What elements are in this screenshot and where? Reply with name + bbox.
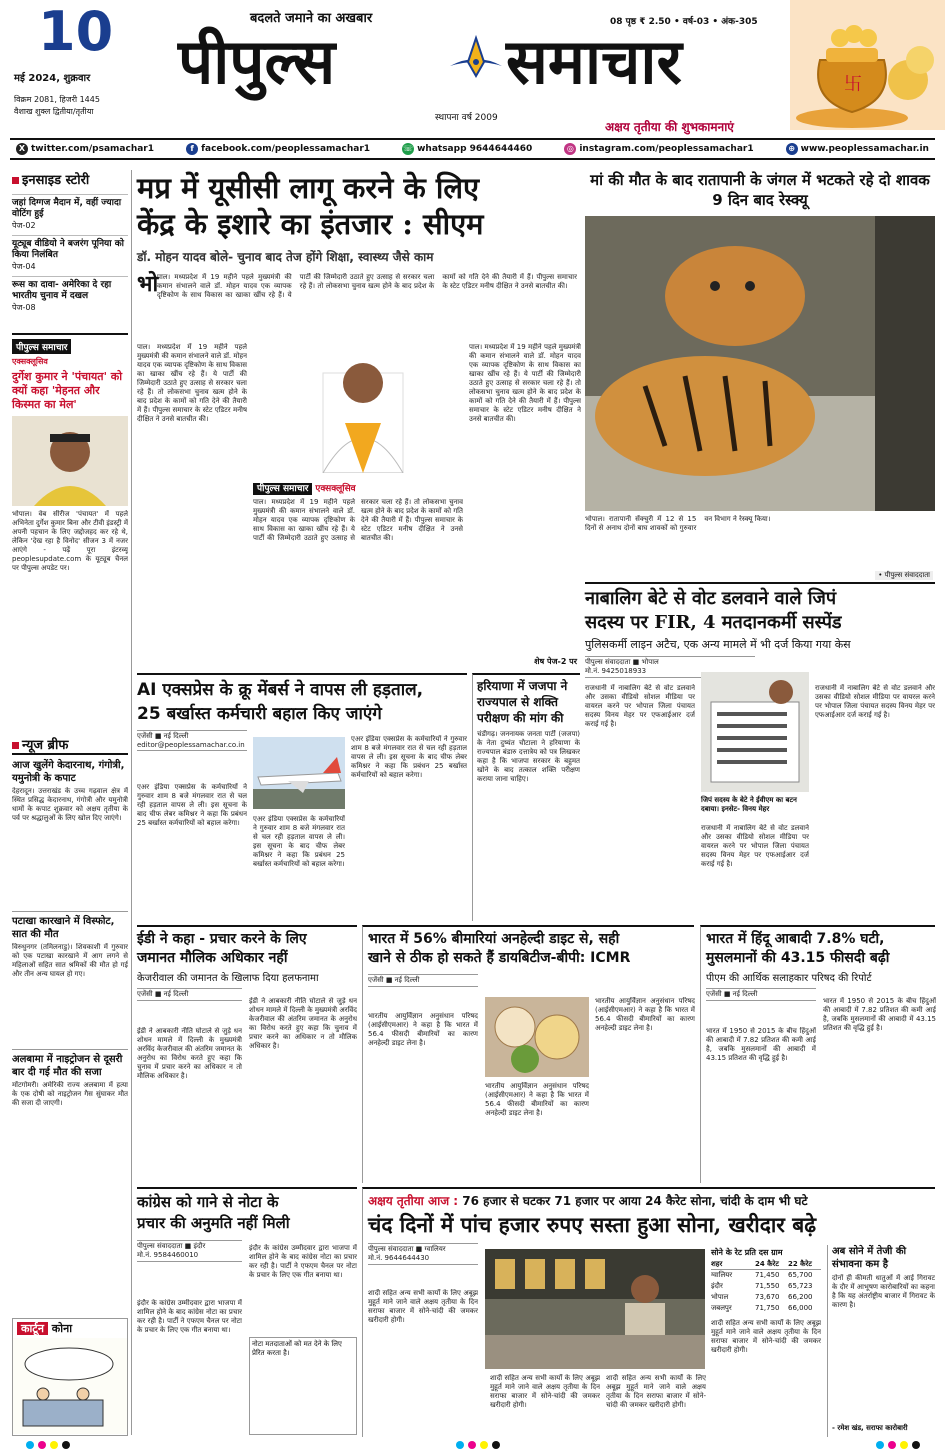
- lead-qa-1: पाल। मध्यप्रदेश में 19 महीने पहले मुख्यमंत्री की कमान संभालने वाले डॉ. मोहन यादव एक व्यापक दृष्टिकोण के साथ विकास का खाका खींच रहे हैं। ये पार्टी की जिम्मेदारी उठाते हुए उत्साह से सरकार चला रहे हैं। तो लोकसभा चुनाव खत्म होने के बाद प्रदेश के कामों को गति देने की तैयारी में हैं। पीपुल्स समाचार के स्टेट एडिटर मनीष दीक्षित ने उनसे बातचीत की।: [137, 343, 247, 423]
- news-brief: [12, 735, 128, 1315]
- twitter-link[interactable]: [16, 143, 154, 155]
- congress-headline-2: प्रचार की अनुमति नहीं मिली: [137, 1214, 290, 1232]
- instagram-icon: ◎: [564, 143, 576, 155]
- lead-subhead: डॉ. मोहन यादव बोले- चुनाव बाद तेज होंगे शिक्षा, स्वास्थ्य जैसे काम: [137, 250, 434, 264]
- drop-cap: भो: [137, 272, 159, 297]
- evm-headline-1: नाबालिग बेटे से वोट डलवाने वाले जिपं: [585, 588, 837, 609]
- square-icon: [12, 742, 19, 749]
- ai-body: एअर इंडिया एक्सप्रेस के कर्मचारियों ने गुरुवार शाम 8 बजे मंगलवार रात से चल रही हड़ताल वापस ले ली। इस सूचना के बाद चीफ लेबर कमिश्नर ने कहा कि प्रबंधन 25 बर्खास्त कर्मचारियों को बहाल करेगा।: [137, 783, 247, 827]
- inside-item-text: रूस का दावा- अमेरिका दे रहा भारतीय चुनाव में दखल: [12, 280, 112, 301]
- whatsapp-icon: ☏: [403, 144, 414, 153]
- x-icon: X: [16, 143, 28, 155]
- rates-row: [711, 1303, 821, 1314]
- whatsapp-text: whatsapp 9644644460: [417, 144, 533, 154]
- rates-header-22: 22 कैरेट: [788, 1260, 812, 1268]
- congress-body: इंदौर के कांग्रेस उम्मीदवार द्वारा भाजपा में शामिल होने के बाद कांग्रेस नोटा का प्रचार कर रही है। पार्टी ने एफएम चैनल पर नोटा के प्रचार के लिए एक गीत बनाया था।: [137, 1299, 242, 1334]
- svg-text:卐: 卐: [844, 74, 862, 95]
- rates-row: [711, 1292, 821, 1303]
- rally-body: दोनों ही कीमती धातुओं में आई गिरावट के दौर में आभूषण कारोबारियों का कहना है कि यह अंतर्राष्ट्रीय बाजार में गिरावट के कारण है।: [832, 1274, 935, 1309]
- evm-story: [585, 582, 935, 922]
- ai-headline-1: AI एक्सप्रेस के क्रू मेंबर्स ने वापस ली हड़ताल,: [137, 680, 424, 700]
- hindu-body: भारत में 1950 से 2015 के बीच हिंदुओं की आबादी में 7.82 प्रतिशत की कमी आई है, जबकि मुसलमानों की आबादी में 43.15 प्रतिशत की वृद्धि हुई है।: [706, 1027, 816, 1062]
- exclusive-tag: एक्सक्लूसिव: [12, 357, 48, 366]
- icmr-byline: एजेंसी ■ नई दिल्ली: [368, 974, 478, 987]
- hindu-story: [700, 925, 935, 1183]
- inside-item-text: यूट्यूब वीडियो ने बजरंग पूनिया को किया निलंबित: [12, 239, 124, 260]
- ed-byline: एजेंसी ■ नई दिल्ली: [137, 988, 242, 1001]
- lead-photo-block: [253, 343, 463, 638]
- gold-byline: [368, 1243, 478, 1265]
- gold-headline-top-text: 76 हजार से घटकर 71 हजार पर आया 24 कैरेट सोना, चांदी के दाम भी घटे: [462, 1194, 808, 1208]
- ai-body-3: एअर इंडिया एक्सप्रेस के कर्मचारियों ने गुरुवार शाम 8 बजे मंगलवार रात से चल रही हड़ताल वापस ले ली। इस सूचना के बाद चीफ लेबर कमिश्नर ने कहा कि प्रबंधन 25 बर्खास्त कर्मचारियों को बहाल करेगा।: [351, 735, 467, 779]
- hindu-subhead: पीएम की आर्थिक सलाहकार परिषद की रिपोर्ट: [706, 973, 872, 984]
- tiger-credit: • पीपुल्स संवाददाता: [875, 571, 933, 580]
- tagline: बदलते जमाने का अखबार: [250, 11, 373, 26]
- rates-title: सोने के रेट प्रति दस ग्राम: [711, 1248, 783, 1257]
- facebook-icon: f: [186, 143, 198, 155]
- inside-title-text: इनसाइड स्टोरी: [22, 173, 90, 188]
- tithi: वैशाख शुक्ल द्वितीया/तृतीया: [14, 107, 94, 116]
- portrait-photo: [12, 416, 128, 506]
- lead-body: पाल। मध्यप्रदेश में 19 महीने पहले मुख्यमंत्री की कमान संभालने वाले डॉ. मोहन यादव एक व्यापक दृष्टिकोण के साथ विकास का खाका खींच रहे हैं। ये पार्टी की जिम्मेदारी उठाते हुए उत्साह से सरकार चला रहे हैं। तो लोकसभा चुनाव खत्म होने के बाद प्रदेश के कामों को गति देने की तैयारी में हैं। पीपुल्स समाचार के स्टेट एडिटर मनीष दीक्षित ने उनसे बातचीत की।: [157, 273, 577, 299]
- ai-headline-2: 25 बर्खास्त कर्मचारी बहाल किए जाएंगे: [137, 704, 382, 724]
- plane-photo: [253, 737, 345, 809]
- cartoon-box: [12, 1318, 128, 1436]
- icmr-body-3: भारतीय आयुर्विज्ञान अनुसंधान परिषद (आईसीएमआर) ने कहा है कि भारत में 56.4 फीसदी बीमारियों का कारण अनहेल्दी डाइट लेना है।: [595, 997, 695, 1032]
- brief-title-text: न्यूज ब्रीफ: [22, 738, 69, 753]
- hindu-byline: एजेंसी ■ नई दिल्ली: [706, 988, 816, 1001]
- congress-body-2: इंदौर के कांग्रेस उम्मीदवार द्वारा भाजपा में शामिल होने के बाद कांग्रेस नोटा का प्रचार कर रही है। पार्टी ने एफएम चैनल पर नोटा के प्रचार के लिए एक गीत बनाया था।: [249, 1244, 357, 1279]
- cartoon-drawing: [13, 1338, 127, 1434]
- evm-body: राजधानी में नाबालिग बेटे से वोट डलवाने और उसका वीडियो सोशल मीडिया पर वायरल करने पर भोपाल जिला पंचायत सदस्य विनय मेहर पर एफआईआर दर्ज कराई गई है।: [585, 684, 695, 728]
- brief-body: विरुधुनगर (तमिलनाडु)। शिवकाशी में गुरुवार को एक पटाखा कारखाने में आग लगने से महिलाओं सहित सात श्रमिकों की मौत हो गई और तीन अन्य घायल हो गए।: [12, 943, 128, 978]
- founded: स्थापना वर्ष 2009: [435, 113, 498, 123]
- masthead-logo: [178, 22, 768, 104]
- brief-title: [12, 735, 128, 755]
- evm-body-3: राजधानी में नाबालिग बेटे से वोट डलवाने और उसका वीडियो सोशल मीडिया पर वायरल करने पर भोपाल जिला पंचायत सदस्य विनय मेहर पर एफआईआर दर्ज कराई गई है।: [815, 684, 935, 719]
- inside-story: [12, 170, 128, 313]
- haryana-body: चंडीगढ़। जननायक जनता पार्टी (जजपा) के नेता दुष्यंत चौटाला ने हरियाणा के राज्यपाल बंडारु दत्तात्रेय को पत्र लिखकर कहा है कि भाजपा सरकार के बहुमत खोने के बाद तत्काल शक्ति परीक्षण कराया जाना चाहिए।: [477, 730, 580, 783]
- ai-byline: [137, 730, 247, 751]
- congress-note: नोटा मतदाताओं को मत देने के लिए प्रेरित करता है।: [249, 1337, 357, 1435]
- gold-headline-top: [368, 1192, 935, 1209]
- facebook-link[interactable]: [186, 143, 370, 155]
- lead-qa-2: पाल। मध्यप्रदेश में 19 महीने पहले मुख्यमंत्री की कमान संभालने वाले डॉ. मोहन यादव एक व्यापक दृष्टिकोण के साथ विकास का खाका खींच रहे हैं। ये पार्टी की जिम्मेदारी उठाते हुए उत्साह से सरकार चला रहे हैं। तो लोकसभा चुनाव खत्म होने के बाद प्रदेश के कामों को गति देने की तैयारी में हैं। पीपुल्स समाचार के स्टेट एडिटर मनीष दीक्षित ने उनसे बातचीत की।: [253, 498, 463, 542]
- hindu-body-2: भारत में 1950 से 2015 के बीच हिंदुओं की आबादी में 7.82 प्रतिशत की कमी आई है, जबकि मुसलमानों की आबादी में 43.15 प्रतिशत की वृद्धि हुई है।: [823, 997, 936, 1032]
- lead-inner: [137, 343, 581, 638]
- icmr-story: [362, 925, 694, 1183]
- lead-headline-2: केंद्र के इशारे का इंतजार : सीएम: [137, 207, 484, 241]
- rate-24: 71,450: [755, 1271, 780, 1279]
- icmr-headline-2: खाने से ठीक हो सकते हैं डायबिटीज-बीपी: ICMR: [368, 950, 631, 966]
- web-text: www.peoplessamachar.in: [800, 144, 929, 154]
- date-number: 10: [38, 0, 114, 63]
- gold-body-2: शादी सहित अन्य सभी कार्यों के लिए अबूझ मुहूर्त माने जाने वाले अक्षय तृतीया के दिन सराफा बाजार में सोने-चांदी की जमकर खरीदारी होगी।: [490, 1374, 600, 1409]
- cartoon-title: [13, 1319, 127, 1338]
- ed-body-2: ईडी ने आबकारी नीति घोटाले से जुड़े धन शोधन मामले में दिल्ली के मुख्यमंत्री अरविंद केजरीवाल की अंतरिम जमानत के अनुरोध का विरोध करते हुए कहा कि चुनाव में प्रचार करने का अधिकार न तो मौलिक अधिकार है।: [249, 997, 357, 1050]
- gold-rates-table: [711, 1247, 821, 1314]
- rate-22: 66,200: [788, 1293, 813, 1301]
- rate-city: भोपाल: [711, 1293, 729, 1301]
- hijri-date: विक्रम 2081, हिजरी 1445: [14, 95, 100, 104]
- airindia-story: [137, 673, 467, 921]
- instagram-link[interactable]: [564, 143, 753, 155]
- rates-row: [711, 1270, 821, 1281]
- gold-body: शादी सहित अन्य सभी कार्यों के लिए अबूझ मुहूर्त माने जाने वाले अक्षय तृतीया के दिन सराफा बाजार में सोने-चांदी की जमकर खरीदारी होगी।: [368, 1289, 478, 1324]
- hindu-headline-1: भारत में हिंदू आबादी 7.8% घटी,: [706, 931, 885, 947]
- rally-credit: - रमेश खंड, सराफा कारोबारी: [832, 1424, 908, 1432]
- exclusive-body: भोपाल। वेब सीरीज 'पंचायत' में पहले अभिनेता दुर्गेश कुमार बिना और टीवी इंडस्ट्री में अपनी पहचान के लिए जद्दोजहद कर रहे थे, लेकिन 'देख रहा है विनोद' सीजन 3 में नजर आएंगे - पढ़ें पूरा इंटरव्यू peoplesupdate.com के यूट्यूब चैनल पर पीपुल्स अपडेट पर।: [12, 510, 128, 572]
- logo-right: समाचार: [506, 25, 682, 98]
- lead-brand-text: पीपुल्स समाचार: [253, 483, 312, 495]
- tiger-caption: भोपाल। रातापानी सेंक्चुरी में 12 से 15 दिनों से अनाथ दोनों बाघ शावकों को गुरुवार वन विभाग ने रेस्क्यू किया।: [585, 515, 771, 532]
- gold-story: [362, 1187, 935, 1437]
- tiger-headline: मां की मौत के बाद रातापानी के जंगल में भटकते रहे दो शावक 9 दिन बाद रेस्क्यू: [590, 171, 930, 209]
- rally-headline: अब सोने में तेजी की संभावना कम है: [832, 1246, 907, 1270]
- rate-22: 65,700: [788, 1271, 813, 1279]
- evm-headline-2: सदस्य पर FIR, 4 मतदानकर्मी सस्पेंड: [585, 612, 842, 633]
- inside-item-page: पेज-04: [12, 262, 36, 271]
- lead-headline-1: मप्र में यूसीसी लागू करने के लिए: [137, 171, 480, 205]
- ed-headline-2: जमानत मौलिक अधिकार नहीं: [137, 950, 288, 966]
- cm-photo: [253, 343, 463, 473]
- gold-body-4: शादी सहित अन्य सभी कार्यों के लिए अबूझ मुहूर्त माने जाने वाले अक्षय तृतीया के दिन सराफा बाजार में सोने-चांदी की जमकर खरीदारी होगी।: [711, 1319, 821, 1354]
- evm-body-2: राजधानी में नाबालिग बेटे से वोट डलवाने और उसका वीडियो सोशल मीडिया पर वायरल करने पर भोपाल जिला पंचायत सदस्य विनय मेहर पर एफआईआर दर्ज कराई गई है।: [701, 824, 809, 868]
- gold-kicker: अक्षय तृतीया आज :: [368, 1194, 459, 1208]
- cartoon-title-a: कार्टून: [17, 1322, 48, 1335]
- rate-city: जबलपुर: [711, 1304, 732, 1312]
- hindu-headline-2: मुसलमानों की 43.15 फीसदी बढ़ी: [706, 950, 890, 966]
- congress-byline: [137, 1240, 242, 1262]
- inside-title: [12, 170, 128, 188]
- ed-body: ईडी ने आबकारी नीति घोटाले से जुड़े धन शोधन मामले में दिल्ली के मुख्यमंत्री अरविंद केजरीवाल की अंतरिम जमानत के अनुरोध का विरोध करते हुए कहा कि चुनाव में प्रचार करने का अधिकार न तो मौलिक अधिकार है।: [137, 1027, 242, 1080]
- gold-byline-text: पीपुल्स संवाददाता ■ ग्वालियर: [368, 1245, 446, 1253]
- icmr-body-2: भारतीय आयुर्विज्ञान अनुसंधान परिषद (आईसीएमआर) ने कहा है कि भारत में 56.4 फीसदी बीमारियों का कारण अनहेल्दी डाइट लेना है।: [485, 1082, 589, 1117]
- tiger-story: [585, 170, 935, 580]
- gold-phone: मो.नं. 9644644430: [368, 1254, 430, 1262]
- lead-body-top: [137, 273, 581, 333]
- inside-item[interactable]: [12, 194, 128, 231]
- haryana-headline: हरियाणा में जजपा ने राज्यपाल से शक्ति परीक्षण की मांग की: [477, 679, 568, 725]
- rates-header-24: 24 कैरेट: [755, 1260, 779, 1268]
- jewellery-shop-photo: [485, 1249, 705, 1369]
- brief-headline: पटाखा कारखाने में विस्फोट, सात की मौत: [12, 911, 128, 941]
- inside-item[interactable]: [12, 235, 128, 272]
- social-bar: [10, 138, 935, 160]
- evm-caption: जिपं सदस्य के बेटे ने ईवीएम का बटन दबाया। इनसेट- विनय मेहर: [701, 796, 797, 813]
- evm-phone: मो.नं. 9425018933: [585, 667, 647, 675]
- cartoon-title-b: कोना: [51, 1322, 73, 1335]
- exclusive-brand: पीपुल्स समाचार: [12, 339, 71, 354]
- brief-headline: आज खुलेंगे केदारनाथ, गंगोत्री, यमुनोत्री के कपाट: [12, 760, 125, 784]
- date-line: मई 2024, शुक्रवार: [14, 73, 91, 84]
- ed-story: [137, 925, 357, 1183]
- ai-body-2: एअर इंडिया एक्सप्रेस के कर्मचारियों ने गुरुवार शाम 8 बजे मंगलवार रात से चल रही हड़ताल वापस ले ली। इस सूचना के बाद चीफ लेबर कमिश्नर ने कहा कि प्रबंधन 25 बर्खास्त कर्मचारियों को बहाल करेगा।: [253, 815, 345, 868]
- lead-story: [137, 170, 581, 670]
- evm-byline-text: पीपुल्स संवाददाता ■ भोपाल: [585, 658, 659, 666]
- exclusive-headline: दुर्गेश कुमार ने 'पंचायत' को क्यों कहा 'मेहनत और किस्मत का मेल': [12, 370, 123, 411]
- congress-story: [137, 1187, 357, 1437]
- inside-item-page: पेज-08: [12, 303, 36, 312]
- rally-box: [827, 1245, 935, 1437]
- congress-headline-1: कांग्रेस को गाने से नोटा के: [137, 1193, 279, 1211]
- evm-photo: [701, 672, 809, 792]
- instagram-text: instagram.com/peoplessamachar1: [579, 144, 754, 154]
- ai-byline-text: एजेंसी ■ नई दिल्ली: [137, 732, 189, 740]
- rates-header-city: शहर: [711, 1260, 723, 1268]
- kalash-icon: [790, 0, 945, 130]
- rate-24: 71,550: [755, 1282, 780, 1290]
- rate-city: ग्वालियर: [711, 1271, 733, 1279]
- brief-headline: अलबामा में नाइट्रोजन से दूसरी बार दी गई मौत की सजा: [12, 1049, 128, 1079]
- ai-email: editor@peoplessamachar.co.in: [137, 741, 245, 749]
- rate-22: 65,723: [788, 1282, 813, 1290]
- rate-24: 71,750: [755, 1304, 780, 1312]
- facebook-text: facebook.com/peoplessamachar1: [201, 144, 371, 154]
- icmr-headline-1: भारत में 56% बीमारियां अनहेल्दी डाइट से, सही: [368, 931, 620, 947]
- rates-row: [711, 1281, 821, 1292]
- pen-nib-icon: [446, 32, 506, 92]
- food-photo: [485, 997, 589, 1077]
- ed-subhead: केजरीवाल की जमानत के खिलाफ दिया हलफनामा: [137, 973, 319, 984]
- congress-phone: मो.नं. 9584460010: [137, 1251, 199, 1259]
- masthead: [0, 0, 945, 136]
- rate-city: इंदौर: [711, 1282, 723, 1290]
- rate-22: 66,000: [788, 1304, 813, 1312]
- haryana-story: [472, 673, 580, 921]
- whatsapp-link[interactable]: [402, 143, 532, 155]
- twitter-text: twitter.com/psamachar1: [31, 144, 155, 154]
- rate-24: 73,670: [755, 1293, 780, 1301]
- lead-qa-3: पाल। मध्यप्रदेश में 19 महीने पहले मुख्यमंत्री की कमान संभालने वाले डॉ. मोहन यादव एक व्यापक दृष्टिकोण के साथ विकास का खाका खींच रहे हैं। ये पार्टी की जिम्मेदारी उठाते हुए उत्साह से सरकार चला रहे हैं। तो लोकसभा चुनाव खत्म होने के बाद प्रदेश के कामों को गति देने की तैयारी में हैं। पीपुल्स समाचार के स्टेट एडिटर मनीष दीक्षित ने उनसे बातचीत की।: [469, 343, 581, 423]
- brief-body: मोंटगोमरी। अमेरिकी राज्य अलबामा में हत्या के एक दोषी को नाइट्रोजन गैस सुंघाकर मौत की सजा दी जाएगी।: [12, 1081, 128, 1107]
- issue-meta: 08 पृष्ठ ₹ 2.50 • वर्ष-03 • अंक-305: [610, 17, 758, 27]
- left-divider: [131, 170, 132, 1435]
- lead-tag: एक्सक्लूसिव: [315, 484, 356, 494]
- greeting: अक्षय तृतीया की शुभकामनाएं: [605, 120, 734, 134]
- icmr-body: भारतीय आयुर्विज्ञान अनुसंधान परिषद (आईसीएमआर) ने कहा है कि भारत में 56.4 फीसदी बीमारियों का कारण अनहेल्दी डाइट लेना है।: [368, 1012, 478, 1047]
- registration-marks: [10, 1440, 935, 1450]
- web-link[interactable]: [786, 143, 929, 155]
- globe-icon: ⊕: [786, 143, 798, 155]
- ed-headline-1: ईडी ने कहा - प्रचार करने के लिए: [137, 931, 307, 947]
- lead-brand: [253, 481, 463, 494]
- evm-subhead: पुलिसकर्मी लाइन अटैच, एक अन्य मामले में भी दर्ज किया गया केस: [585, 638, 851, 651]
- brief-body: देहरादून। उत्तराखंड के उच्च गढ़वाल क्षेत्र में स्थित प्रसिद्ध केदारनाथ, गंगोत्री और यमुनोत्री धामों के कपाट शुक्रवार को अक्षय तृतीया के पर्व पर श्रद्धालुओं के लिए खोल दिए जाएंगे।: [12, 787, 128, 822]
- square-icon: [12, 177, 19, 184]
- congress-byline-text: पीपुल्स संवाददाता ■ इंदौर: [137, 1242, 206, 1250]
- inside-item-text: जहां दिग्गज मैदान में, वहीं ज्यादा वोटिंग हुई: [12, 198, 122, 219]
- logo-left: पीपुल्स: [178, 25, 336, 98]
- inside-item[interactable]: [12, 276, 128, 313]
- inside-item-page: पेज-02: [12, 221, 36, 230]
- lead-continued: शेष पेज-2 पर: [534, 657, 577, 666]
- rates-header: [711, 1260, 821, 1270]
- exclusive-box: [12, 333, 128, 733]
- tiger-photo: [585, 216, 935, 511]
- gold-body-3: शादी सहित अन्य सभी कार्यों के लिए अबूझ मुहूर्त माने जाने वाले अक्षय तृतीया के दिन सराफा बाजार में सोने-चांदी की जमकर खरीदारी होगी।: [606, 1374, 706, 1409]
- gold-headline: चंद दिनों में पांच हजार रुपए सस्ता हुआ सोना, खरीदार बढ़े: [368, 1212, 817, 1237]
